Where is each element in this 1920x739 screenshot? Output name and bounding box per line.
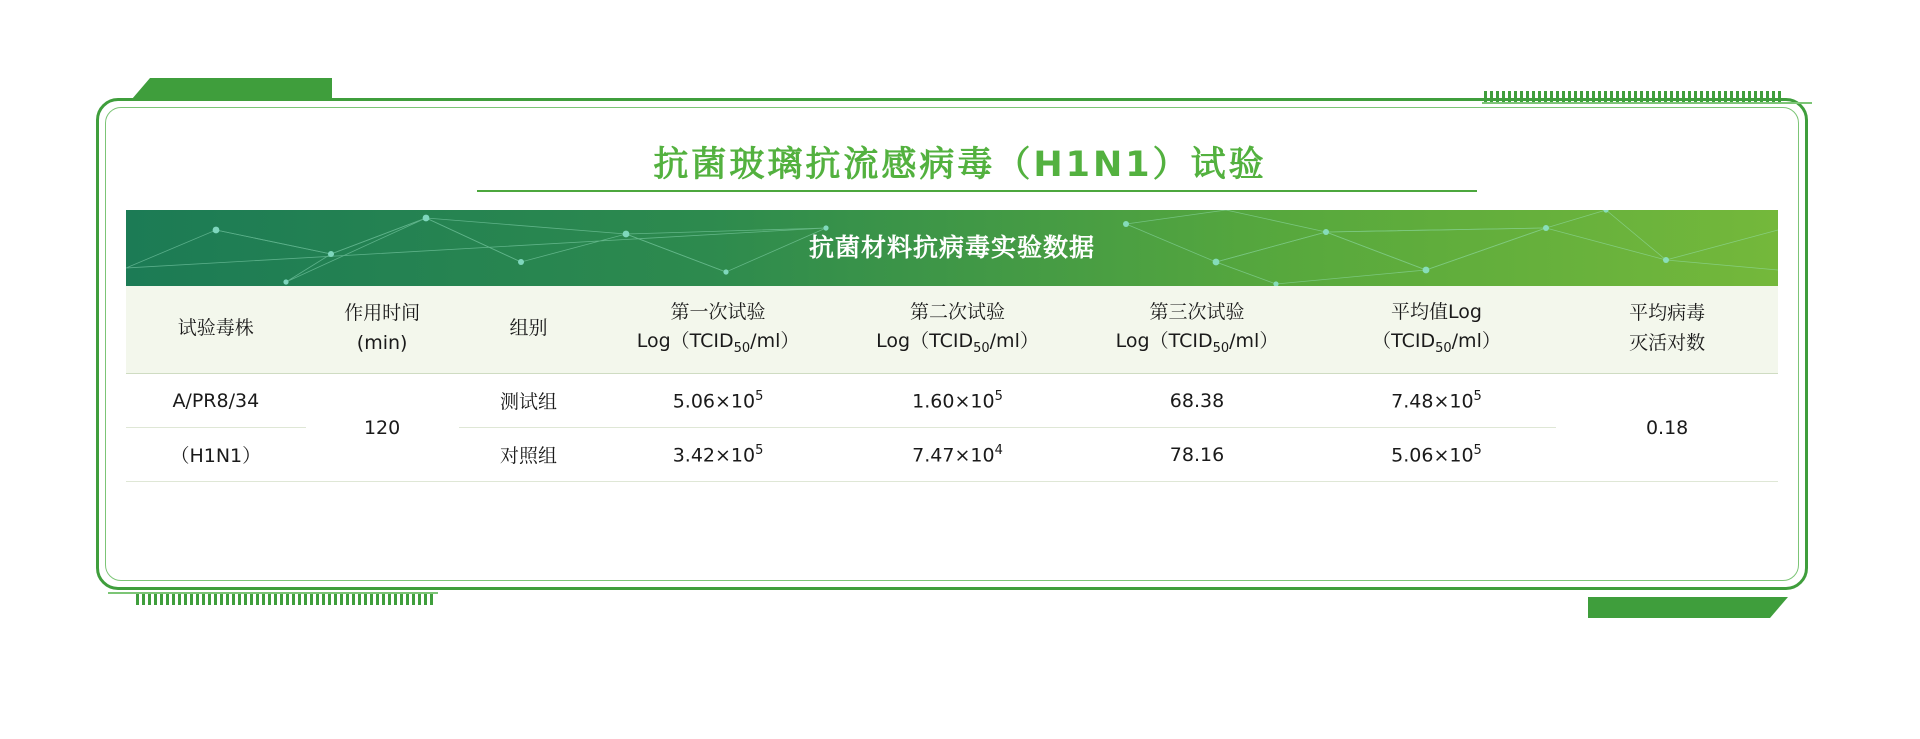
cell-average-log [1317,374,1556,428]
value-exponent: 5 [1473,389,1482,405]
header-line-2: $Log(TCID_{50}/ml)$ [1115,330,1279,357]
cell-strain-line-1: A/PR8/34 [126,374,306,428]
cell-test-3: 68.38 [1077,374,1316,428]
header-line-1: 试验毒株 [177,316,254,339]
cell-inactivation-log: 0.18 [1556,374,1778,482]
header-cell-group [459,286,599,374]
header-line-2: $(TCID_{50}/ml)$ [1372,330,1501,357]
value-mantissa: 1.60×10 [912,390,995,413]
table-body [126,374,1778,482]
header-cell-test-1 [598,286,837,374]
header-line-2: $Log(TCID_{50}/ml)$ [876,330,1039,357]
cell-strain-line-2: （H1N1） [126,428,306,482]
header-line-1: 平均值Log [1391,301,1482,323]
header-cell-duration [306,286,459,374]
cell-test-2 [838,374,1077,428]
value-mantissa: 5.06×10 [672,390,756,413]
cell-group: 对照组 [459,428,599,482]
header-line-2: (min) [356,331,408,354]
document-content [96,78,1824,618]
table-banner [126,210,1778,286]
header-line-1: 第三次试验 [1149,301,1245,323]
header-line-1: 作用时间 [344,302,421,325]
experiment-data-table [126,286,1778,482]
cell-duration: 120 [306,374,459,482]
header-line-2: $Log(TCID_{50}/ml)$ [636,330,800,357]
header-line-2: 灭活对数 [1629,331,1706,354]
table-head [126,286,1778,374]
header-line-1: 第二次试验 [910,301,1006,323]
value-mantissa: 3.42×10 [672,444,756,467]
title-underline [477,190,1477,192]
cell-test-1 [598,374,837,428]
data-table-container [126,210,1778,482]
table-row [126,374,1778,428]
header-line-1: 平均病毒 [1629,302,1706,325]
table-banner-title: 抗菌材料抗病毒实验数据 [808,233,1095,262]
header-cell-inactivation-log [1556,286,1778,374]
value-exponent: 5 [755,443,764,459]
value-exponent: 5 [994,389,1003,405]
value-exponent: 4 [994,443,1003,459]
header-cell-test-2 [838,286,1077,374]
table-header-row [126,286,1778,374]
value-mantissa: 5.06×10 [1391,444,1474,467]
value-exponent: 5 [1473,443,1482,459]
value-exponent: 5 [755,389,764,405]
value-mantissa: 7.47×10 [912,444,995,467]
header-cell-average-log [1317,286,1556,374]
header-line-1: 第一次试验 [670,301,766,323]
cell-average-log [1317,428,1556,482]
decorative-frame [96,78,1824,618]
value-mantissa: 7.48×10 [1391,390,1474,413]
cell-test-3: 78.16 [1077,428,1316,482]
header-cell-test-3 [1077,286,1316,374]
header-line-1: 组别 [509,316,548,339]
cell-test-2 [838,428,1077,482]
page-title: 抗菌玻璃抗流感病毒（H1N1）试验 [653,145,1267,185]
header-cell-strain [126,286,306,374]
cell-group: 测试组 [459,374,599,428]
cell-test-1 [598,428,837,482]
